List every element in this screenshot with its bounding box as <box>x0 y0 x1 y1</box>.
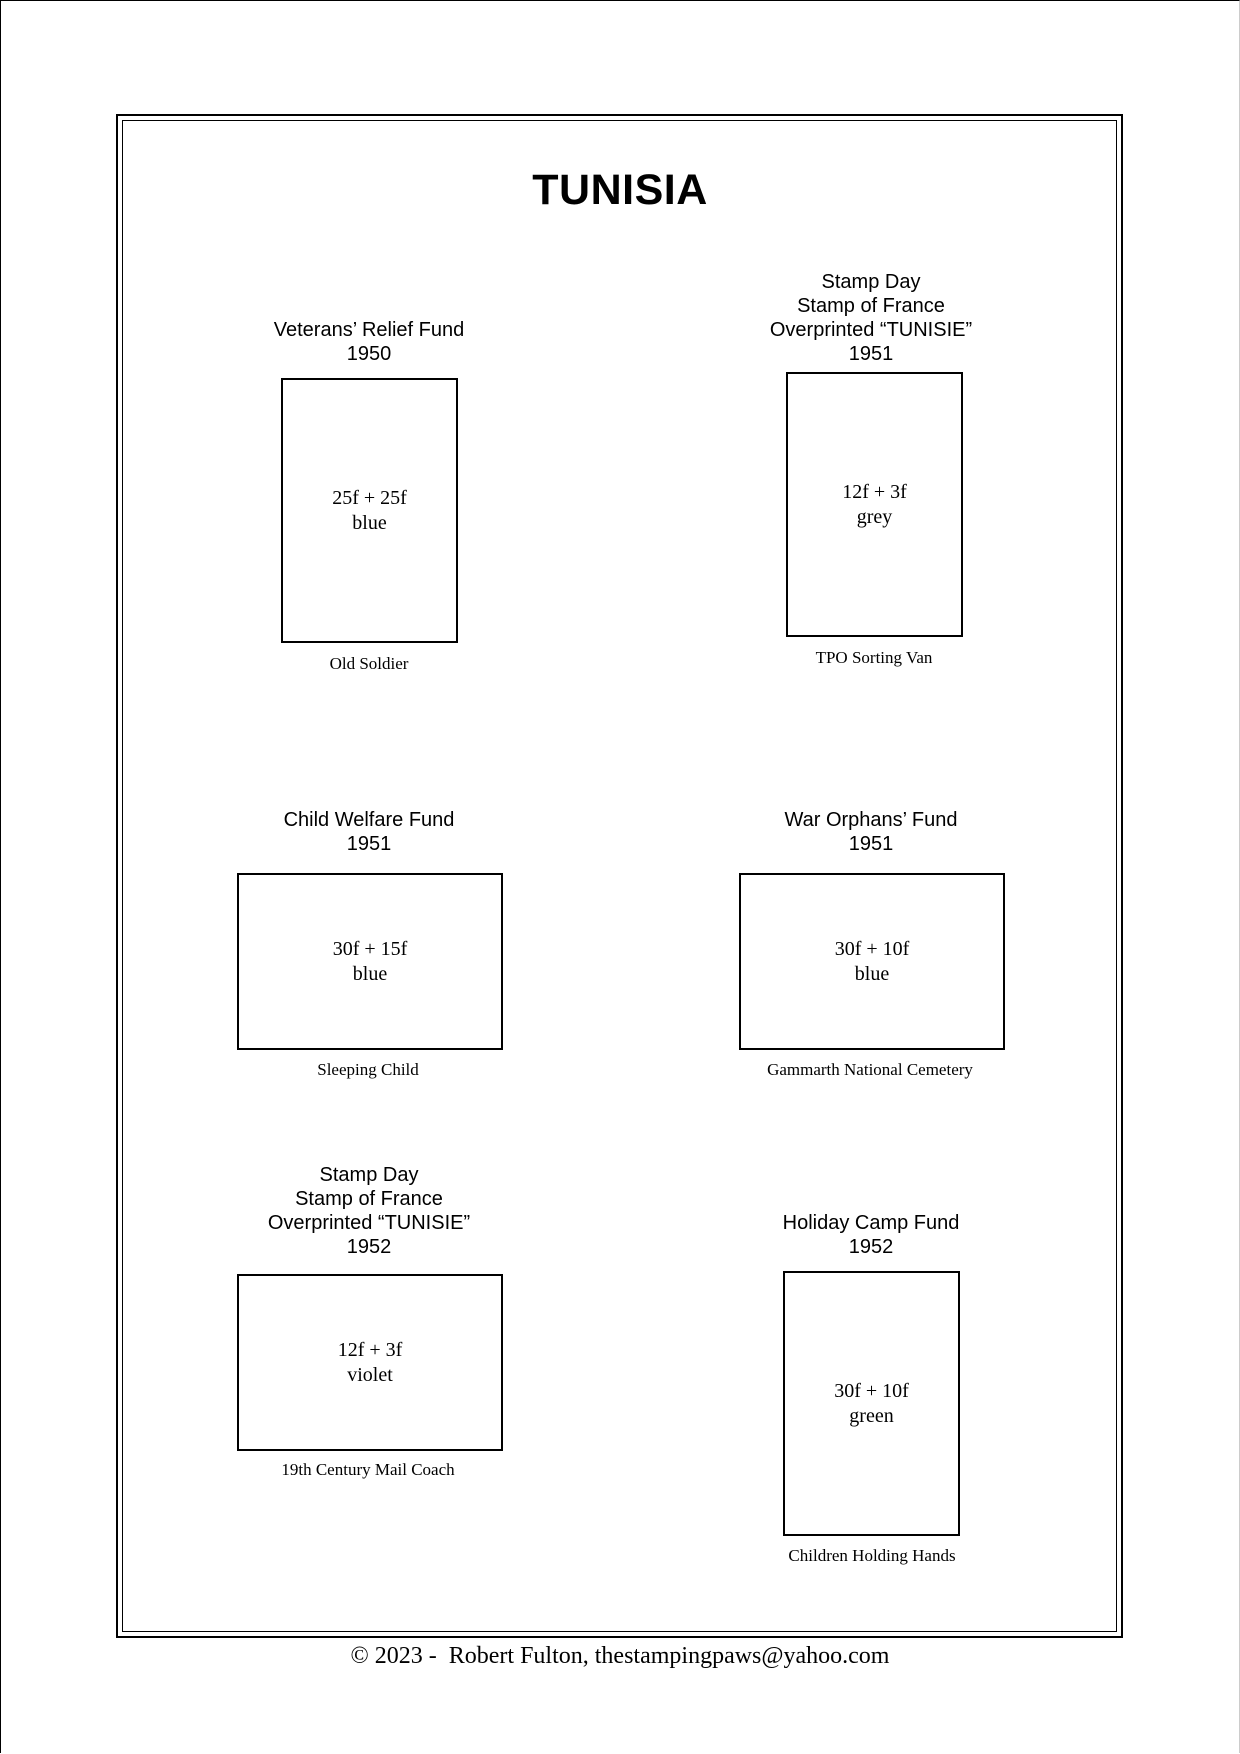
stamp-caption: TPO Sorting Van <box>815 648 933 667</box>
heading-line: Child Welfare Fund <box>283 809 455 831</box>
stamp-denomination: 30f + 10f <box>834 1379 909 1402</box>
heading-line: Stamp Day <box>821 271 921 293</box>
heading-line: Overprinted “TUNISIE” <box>769 319 973 341</box>
stamp-mount-box <box>237 873 503 1050</box>
heading-year: 1951 <box>346 833 392 855</box>
stamp-denomination: 12f + 3f <box>337 1338 403 1361</box>
stamp-mount-box <box>786 372 963 637</box>
stamp-heading <box>169 318 569 366</box>
page-title: TUNISIA <box>532 166 708 214</box>
stamp-color: blue <box>352 962 388 985</box>
stamp-caption: 19th Century Mail Coach <box>281 1460 455 1479</box>
heading-line: Overprinted “TUNISIE” <box>267 1212 471 1234</box>
stamp-denomination: 30f + 15f <box>332 937 408 960</box>
heading-line: Stamp Day <box>319 1164 419 1186</box>
heading-line: Stamp of France <box>797 295 945 317</box>
stamp-heading <box>671 1211 1071 1259</box>
stamp-color: grey <box>856 505 893 528</box>
stamp-color: blue <box>854 962 890 985</box>
stamp-color: green <box>849 1404 894 1427</box>
heading-year: 1952 <box>848 1236 894 1258</box>
stamp-denomination: 25f + 25f <box>332 486 407 509</box>
stamp-heading <box>169 1163 569 1259</box>
stamp-mount-box <box>783 1271 960 1536</box>
stamp-mount-box <box>739 873 1005 1050</box>
heading-year: 1950 <box>346 343 392 365</box>
stamp-denomination: 30f + 10f <box>834 937 910 960</box>
heading-line: Holiday Camp Fund <box>782 1212 960 1234</box>
stamp-mount-box <box>237 1274 503 1451</box>
stamp-heading <box>169 808 569 856</box>
heading-line: War Orphans’ Fund <box>784 809 958 831</box>
heading-year: 1952 <box>346 1236 392 1258</box>
heading-year: 1951 <box>848 343 894 365</box>
stamp-caption: Gammarth National Cemetery <box>767 1060 973 1079</box>
heading-year: 1951 <box>848 833 894 855</box>
heading-line: Veterans’ Relief Fund <box>273 319 465 341</box>
stamp-caption: Sleeping Child <box>317 1060 419 1079</box>
heading-line: Stamp of France <box>295 1188 443 1210</box>
stamp-denomination: 12f + 3f <box>842 480 907 503</box>
stamp-color: blue <box>352 511 387 534</box>
stamp-heading <box>671 808 1071 856</box>
stamp-caption: Old Soldier <box>329 654 409 673</box>
stamp-color: violet <box>347 1363 393 1386</box>
stamp-caption: Children Holding Hands <box>788 1546 956 1565</box>
stamp-mount-box <box>281 378 458 643</box>
stamp-heading <box>671 270 1071 366</box>
copyright-footer: © 2023 - Robert Fulton, thestampingpaws@yahoo.com <box>350 1643 890 1669</box>
